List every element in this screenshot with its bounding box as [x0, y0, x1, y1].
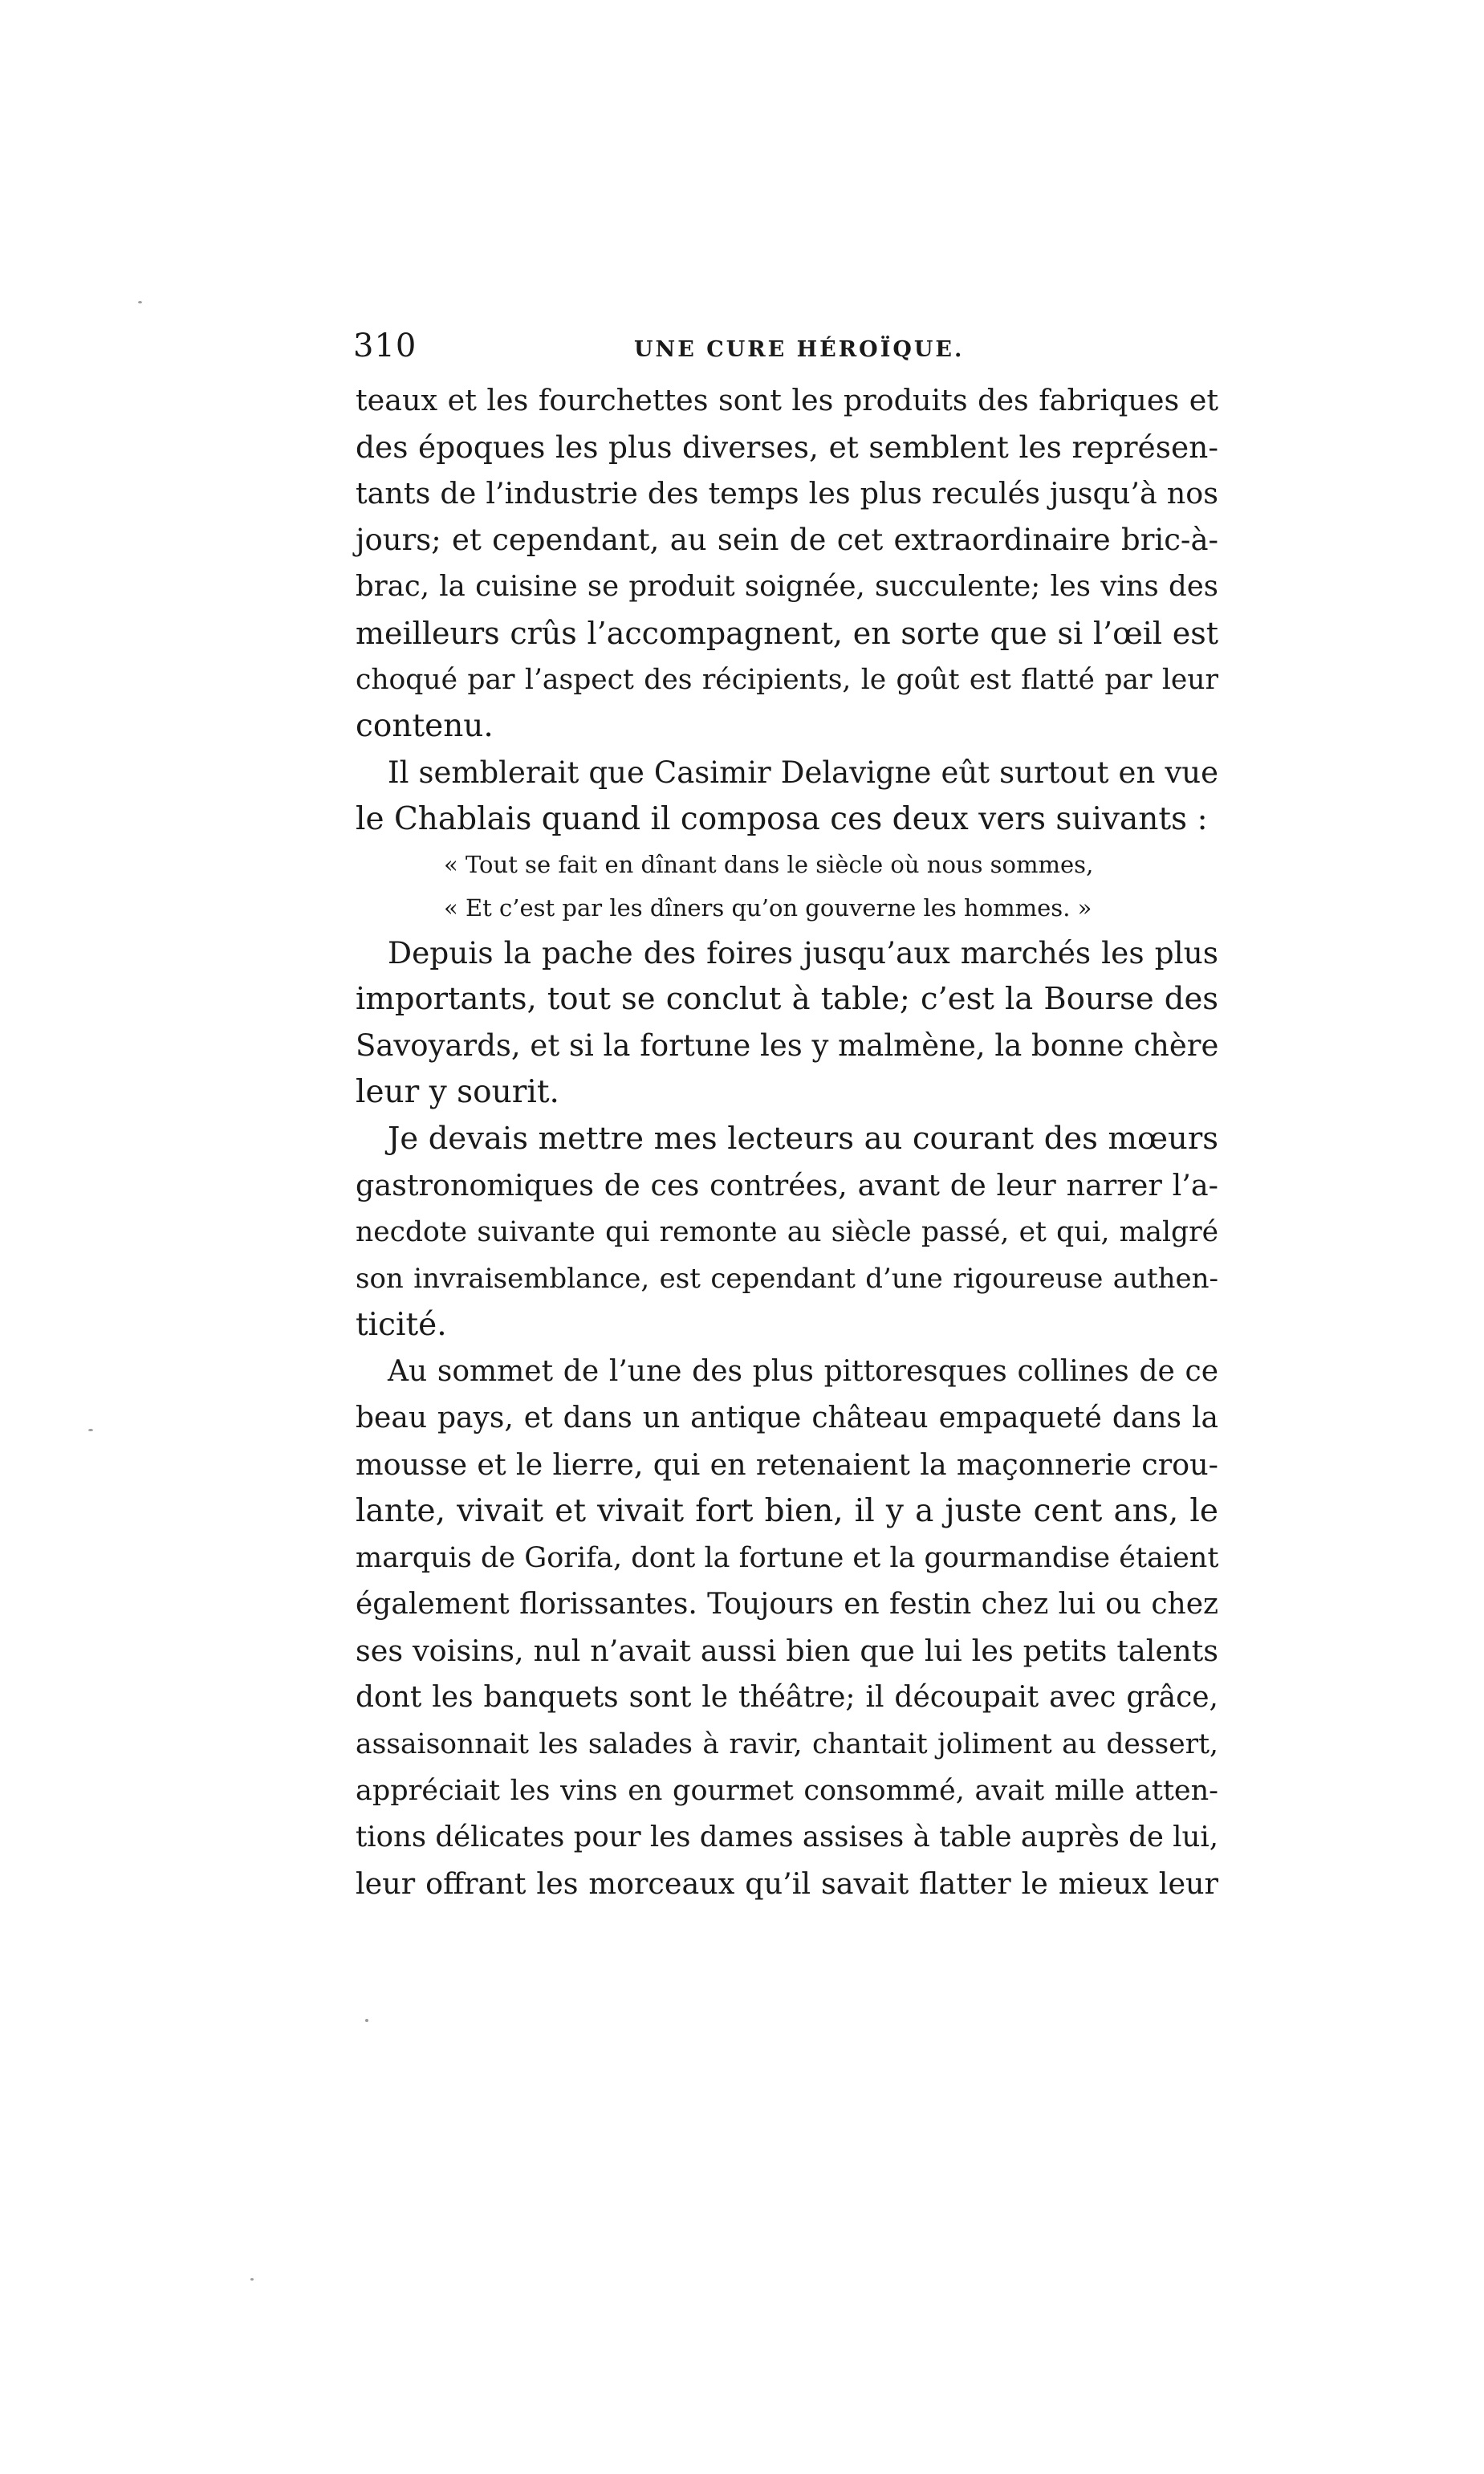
paper-speck: [88, 1429, 93, 1431]
text-line: son invraisemblance, est cependant d’une rigoureuse authen-: [356, 1263, 1218, 1295]
text-line: des époques les plus diverses, et semblent les représen-: [356, 429, 1218, 465]
text-line: tions délicates pour les dames assises à table auprès de lui,: [356, 1821, 1218, 1853]
text-line: tants de l’industrie des temps les plus reculés jusqu’à nos: [356, 476, 1218, 511]
text-line: brac, la cuisine se produit soignée, succulente; les vins des: [356, 570, 1218, 603]
text-line: jours; et cependant, au sein de cet extraordinaire bric-à-: [356, 523, 1218, 557]
text-line: Il semblerait que Casimir Delavigne eût surtout en vue: [388, 755, 1218, 790]
text-line: Depuis la pache des foires jusqu’aux marchés les plus: [388, 935, 1218, 970]
running-title: UNE CURE HÉROÏQUE.: [634, 337, 965, 362]
text-line: choqué par l’aspect des récipients, le goût est flatté par leur: [356, 664, 1218, 696]
text-line: leur y sourit.: [356, 1074, 559, 1110]
paper-speck: [365, 2019, 368, 2022]
verse-line: « Et c’est par les dîners qu’on gouverne les hommes. »: [444, 894, 1092, 922]
text-line: le Chablais quand il composa ces deux vers suivants :: [356, 801, 1208, 837]
body-text: [356, 377, 1218, 1907]
text-line: meilleurs crûs l’accompagnent, en sorte que si l’œil est: [356, 616, 1218, 651]
text-line: necdote suivante qui remonte au siècle passé, et qui, malgré: [356, 1216, 1218, 1248]
text-line: ticité.: [356, 1307, 447, 1343]
text-line: assaisonnait les salades à ravir, chantait joliment au dessert,: [356, 1728, 1218, 1760]
verse-line: « Tout se fait en dînant dans le siècle où nous sommes,: [444, 851, 1094, 878]
text-line: également florissantes. Toujours en festin chez lui ou chez: [356, 1588, 1218, 1621]
text-line: gastronomiques de ces contrées, avant de leur narrer l’a-: [356, 1168, 1218, 1202]
text-line: dont les banquets sont le théâtre; il découpait avec grâce,: [356, 1681, 1218, 1714]
text-line: beau pays, et dans un antique château empaqueté dans la: [356, 1402, 1218, 1434]
text-line: Je devais mettre mes lecteurs au courant des mœurs: [388, 1121, 1218, 1157]
text-line: mousse et le lierre, qui en retenaient la maçonnerie crou-: [356, 1447, 1218, 1482]
page-header: [353, 328, 1228, 376]
page-number: 310: [353, 328, 417, 364]
text-line: contenu.: [356, 708, 494, 744]
text-line: appréciait les vins en gourmet consommé, avait mille atten-: [356, 1775, 1218, 1807]
text-line: leur offrant les morceaux qu’il savait flatter le mieux leur: [356, 1866, 1218, 1901]
text-line: ses voisins, nul n’avait aussi bien que lui les petits talents: [356, 1634, 1218, 1668]
text-line: teaux et les fourchettes sont les produits des fabriques et: [356, 383, 1218, 417]
paper-speck: [138, 301, 142, 303]
text-line: lante, vivait et vivait fort bien, il y a juste cent ans, le: [356, 1493, 1218, 1529]
text-line: Au sommet de l’une des plus pittoresques collines de ce: [388, 1355, 1218, 1388]
text-line: importants, tout se conclut à table; c’est la Bourse des: [356, 981, 1218, 1017]
text-line: Savoyards, et si la fortune les y malmène, la bonne chère: [356, 1028, 1219, 1063]
text-line: marquis de Gorifa, dont la fortune et la gourmandise étaient: [356, 1542, 1219, 1574]
paper-speck: [250, 2278, 254, 2281]
